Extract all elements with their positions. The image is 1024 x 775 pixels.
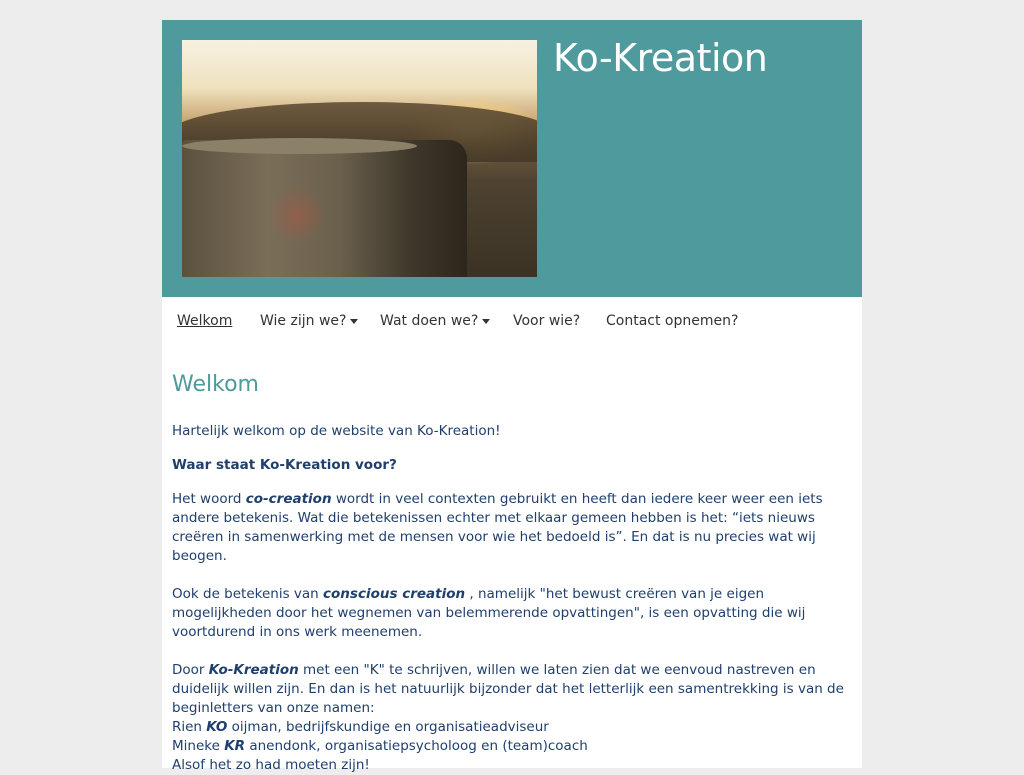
nav-item-voor-wie[interactable] [513,313,580,329]
site-header [162,20,862,297]
paragraph-conscious-creation: Ook de betekenis van conscious creation , namelijk "het bewust creëren van je eigen mogelijkheden door het wegnemen van belemmerende opvattingen", is een opvatting die wij voortdurend in ons werk meenemen. [172,586,806,640]
nav-item-label: Wat doen we? [380,313,479,329]
name-line-rien: Rien KO oijman, bedrijfskundige en organisatieadviseur [172,719,549,735]
nav-item-wat-doen-we[interactable] [380,313,490,329]
emphasis-conscious-creation: conscious creation [323,586,466,602]
nav-item-label: Contact opnemen? [606,313,739,329]
closing-text: Alsof het zo had moeten zijn! [172,757,370,773]
paragraph-ko-kreation: Door Ko-Kreation met een "K" te schrijven, willen we laten zien dat we eenvoud nastreven en duidelijk willen zijn. En dan is het natuurlijk bijzonder dat het letterlijk een samentrekking is van de beginletters van onze namen: Rien KO oijman, bedrijfskundige en organisatieadviseur Mineke KR anendonk, organisatiepsycholoog en (team)coach Alsof het zo had moeten zijn! [172,662,844,773]
main-nav [162,297,862,347]
paragraph-co-creation: Het woord co-creation wordt in veel contexten gebruikt en heeft dan iedere keer weer een iets andere betekenis. Wat die betekenissen echter met elkaar gemeen hebben is het: “iets nieuws creëren in samenwerking met de mensen voor wie het bedoeld is”. En dat is nu precies wat wij beogen. [172,491,823,564]
emphasis-co-creation: co-creation [245,491,332,507]
nav-item-welkom[interactable] [177,313,232,329]
section-question: Waar staat Ko-Kreation voor? [172,457,397,473]
page-title: Welkom [172,372,259,397]
site-title[interactable]: Ko-Kreation [553,36,768,80]
caret-down-icon [350,319,358,324]
intro-text: Hartelijk welkom op de website van Ko-Kreation! [172,423,501,439]
nav-item-wie-zijn-we[interactable] [260,313,358,329]
header-photo [182,40,537,277]
page-container [162,20,862,773]
nav-item-label: Welkom [177,313,233,329]
caret-down-icon [482,319,490,324]
emphasis-ko-kreation: Ko-Kreation [208,662,299,678]
nav-item-label: Voor wie? [513,313,581,329]
name-line-mineke: Mineke KR anendonk, organisatiepsycholoog en (team)coach [172,738,588,754]
nav-item-label: Wie zijn we? [260,313,347,329]
nav-item-contact[interactable] [606,313,738,329]
